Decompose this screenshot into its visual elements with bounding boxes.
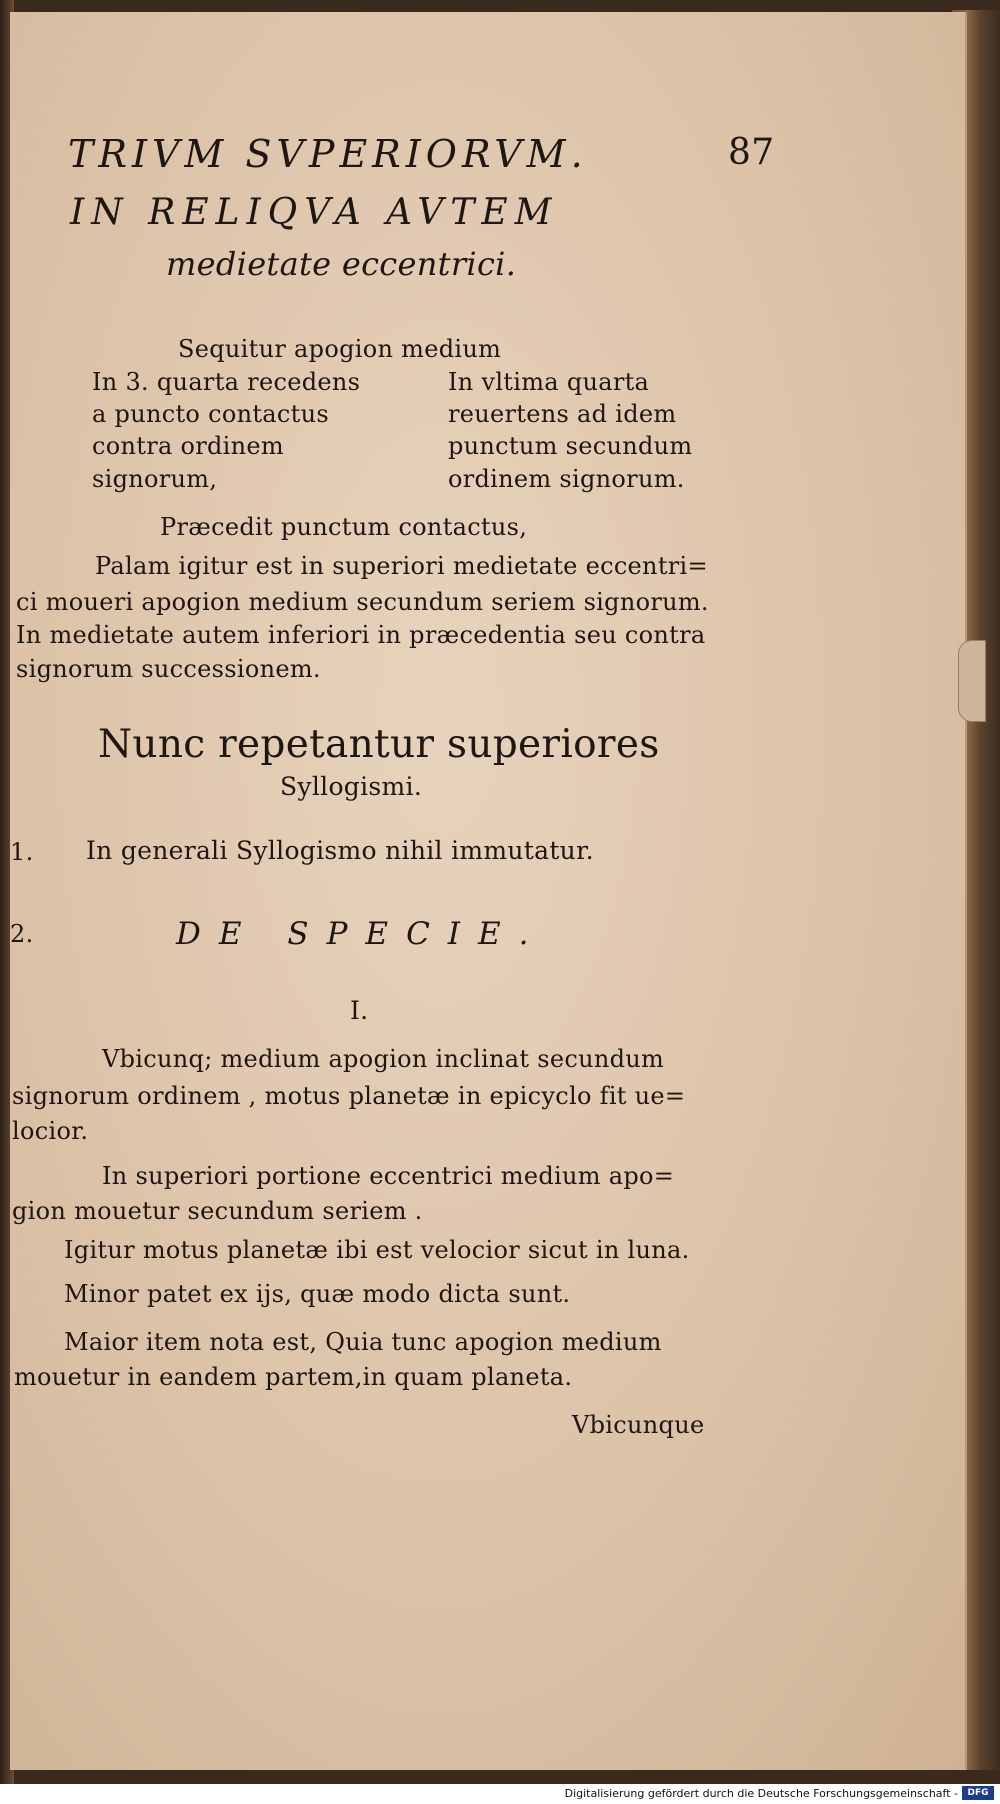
paragraph-line: Vbicunq; medium apogion inclinat secundum bbox=[102, 1045, 665, 1073]
maior-line: Maior item nota est, Quia tunc apogion medium bbox=[64, 1328, 662, 1356]
paragraph-line: In medietate autem inferiori in præcedentia seu contra bbox=[16, 621, 706, 649]
paragraph-line: In superiori portione eccentrici medium apo= bbox=[102, 1162, 675, 1190]
paragraph-line: locior. bbox=[12, 1117, 89, 1145]
paragraph-line: gion mouetur secundum seriem . bbox=[12, 1197, 423, 1225]
right-column-line: ordinem signorum. bbox=[448, 465, 685, 493]
right-column-line: reuertens ad idem bbox=[448, 400, 677, 428]
section-heading: IN RELIQVA AVTEM bbox=[70, 192, 559, 233]
paragraph-line: ci moueri apogion medium secundum seriem signorum. bbox=[16, 588, 709, 616]
left-column-line: In 3. quarta recedens bbox=[92, 368, 361, 396]
footer-credit: Digitalisierung gefördert durch die Deutsche Forschungsgemeinschaft - bbox=[564, 1787, 958, 1800]
paragraph-line: Palam igitur est in superiori medietate eccentri= bbox=[95, 552, 708, 580]
dfg-logo: DFG bbox=[962, 1786, 994, 1800]
minor-line: Minor patet ex ijs, quæ modo dicta sunt. bbox=[64, 1280, 571, 1308]
numeral: I. bbox=[350, 996, 369, 1025]
table-outro: Præcedit punctum contactus, bbox=[160, 513, 528, 541]
maior-line: mouetur in eandem partem,in quam planeta. bbox=[14, 1363, 573, 1391]
section-subheading: medietate eccentrici. bbox=[166, 245, 517, 283]
page-number: 87 bbox=[728, 132, 775, 173]
catchword: Vbicunque bbox=[572, 1411, 705, 1439]
igitur-line: Igitur motus planetæ ibi est velocior sicut in luna. bbox=[64, 1236, 690, 1264]
left-column-line: a puncto contactus bbox=[92, 400, 329, 428]
paragraph-line: signorum ordinem , motus planetæ in epicyclo fit ue= bbox=[12, 1082, 686, 1110]
left-column-line: signorum, bbox=[92, 465, 218, 493]
generali-line: In generali Syllogismo nihil immutatur. bbox=[86, 836, 594, 865]
repetition-heading-line2: Syllogismi. bbox=[280, 772, 423, 801]
margin-note: 1. bbox=[10, 838, 34, 866]
repetition-heading: Nunc repetantur superiores bbox=[98, 722, 660, 767]
running-head: TRIVM SVPERIORVM. bbox=[68, 132, 588, 176]
right-column-line: In vltima quarta bbox=[448, 368, 650, 396]
margin-note: 2. bbox=[10, 920, 34, 948]
paragraph-line: signorum successionem. bbox=[16, 655, 321, 683]
right-column-line: punctum secundum bbox=[448, 432, 693, 460]
page-tab bbox=[958, 640, 986, 722]
left-column-line: contra ordinem bbox=[92, 432, 284, 460]
species-heading: DE SPECIE. bbox=[176, 916, 547, 952]
table-intro: Sequitur apogion medium bbox=[178, 335, 502, 363]
